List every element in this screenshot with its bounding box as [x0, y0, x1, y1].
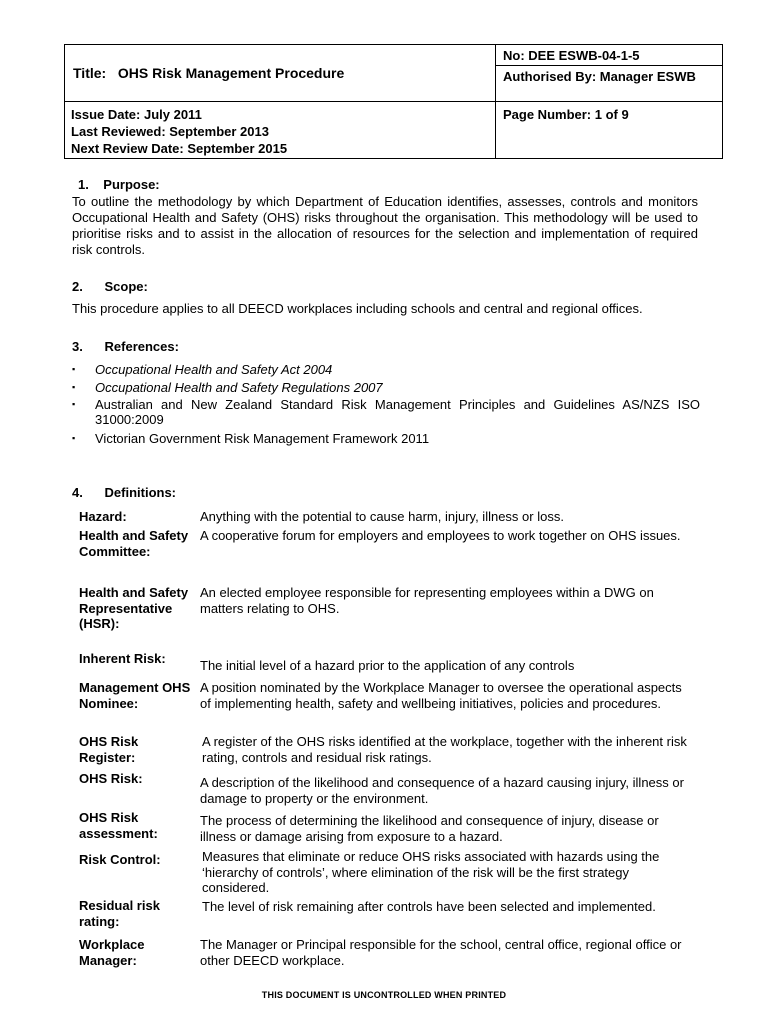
definition-text: The process of determining the likelihood and consequence of injury, disease or illness or damage arising from exposure to a hazard.	[200, 813, 659, 844]
definition-term: Inherent Risk:	[79, 651, 166, 666]
uncontrolled-footer: THIS DOCUMENT IS UNCONTROLLED WHEN PRINTED	[261, 990, 507, 1000]
definition-text: A cooperative forum for employers and employees to work together on OHS issues.	[200, 528, 681, 543]
section-number: 1.	[78, 177, 89, 192]
definition-text: Anything with the potential to cause harm, injury, illness or loss.	[200, 509, 564, 524]
section-title: Scope:	[104, 279, 148, 294]
definition-text: The level of risk remaining after controls have been selected and implemented.	[202, 899, 656, 914]
header-divider	[495, 101, 722, 102]
definition-text: Measures that eliminate or reduce OHS risks associated with hazards using the ‘hierarchy of controls’, where elimination of the risk will be the first strategy considered.	[202, 849, 660, 895]
section-heading-scope	[72, 279, 148, 294]
title-text: OHS Risk Management Procedure	[117, 65, 345, 81]
definition-text: The initial level of a hazard prior to the application of any controls	[200, 658, 575, 673]
issue-date: Issue Date: July 2011	[71, 107, 202, 122]
bullet-icon: ▪	[72, 364, 76, 374]
bullet-icon: ▪	[72, 433, 76, 443]
bullet-icon: ▪	[72, 399, 76, 409]
section-number: 2.	[72, 279, 83, 294]
definition-term: Health and Safety Committee:	[79, 528, 189, 559]
last-reviewed: Last Reviewed: September 2013	[71, 124, 269, 139]
section-title: Purpose:	[103, 177, 160, 192]
purpose-paragraph: To outline the methodology by which Department of Education identifies, assesses, controls and monitors Occupational Health and Safety (OHS) risks throughout the organisation. This methodology will be used to prioritise risks and to assist in the allocation of resources for the selection and implementation of required risk controls.	[72, 194, 698, 257]
definition-term: OHS Risk assessment:	[79, 810, 158, 841]
section-heading-definitions	[72, 485, 176, 500]
bullet-icon: ▪	[72, 382, 76, 392]
definition-term: OHS Risk:	[79, 771, 143, 786]
definition-term: OHS Risk Register:	[79, 734, 139, 765]
definition-term: Management OHS Nominee:	[79, 680, 191, 711]
section-title: References:	[104, 339, 179, 354]
next-review-date: Next Review Date: September 2015	[71, 141, 288, 156]
reference-item: ▪ Australian and New Zealand Standard Risk Management Principles and Guidelines AS/NZS ISO 31000:2009	[72, 397, 700, 427]
header-divider	[495, 65, 722, 66]
document-header-table	[64, 44, 723, 159]
document-title	[73, 65, 344, 81]
document-number: No: DEE ESWB-04-1-5	[503, 48, 640, 63]
header-divider	[65, 101, 495, 102]
page-number: Page Number: 1 of 9	[503, 107, 629, 122]
section-heading-purpose	[78, 177, 160, 192]
definition-term: Residual risk rating:	[79, 898, 160, 929]
scope-paragraph: This procedure applies to all DEECD workplaces including schools and central and regional offices.	[72, 301, 643, 316]
definition-term: Hazard:	[79, 509, 127, 524]
definition-text: A register of the OHS risks identified at the workplace, together with the inherent risk rating, controls and residual risk ratings.	[202, 734, 687, 765]
definition-text: The Manager or Principal responsible for the school, central office, regional office or other DEECD workplace.	[200, 937, 682, 968]
section-number: 4.	[72, 485, 83, 500]
definition-text: An elected employee responsible for representing employees within a DWG on matters relating to OHS.	[200, 585, 654, 616]
definition-text: A description of the likelihood and consequence of a hazard causing injury, illness or damage to property or the environment.	[200, 775, 684, 806]
definition-term: Health and Safety Representative (HSR):	[79, 585, 189, 631]
definition-term: Risk Control:	[79, 852, 161, 867]
definition-text: A position nominated by the Workplace Manager to oversee the operational aspects of implementing health, safety and wellbeing initiatives, policies and procedures.	[200, 680, 682, 711]
title-label: Title:	[73, 65, 107, 81]
reference-item: ▪ Occupational Health and Safety Regulations 2007	[72, 380, 383, 395]
section-title: Definitions:	[104, 485, 177, 500]
section-number: 3.	[72, 339, 83, 354]
authorised-by: Authorised By: Manager ESWB	[503, 69, 696, 84]
reference-item: ▪ Victorian Government Risk Management Framework 2011	[72, 431, 430, 446]
section-heading-references	[72, 339, 179, 354]
definition-term: Workplace Manager:	[79, 937, 145, 968]
reference-item: ▪ Occupational Health and Safety Act 2004	[72, 362, 333, 377]
